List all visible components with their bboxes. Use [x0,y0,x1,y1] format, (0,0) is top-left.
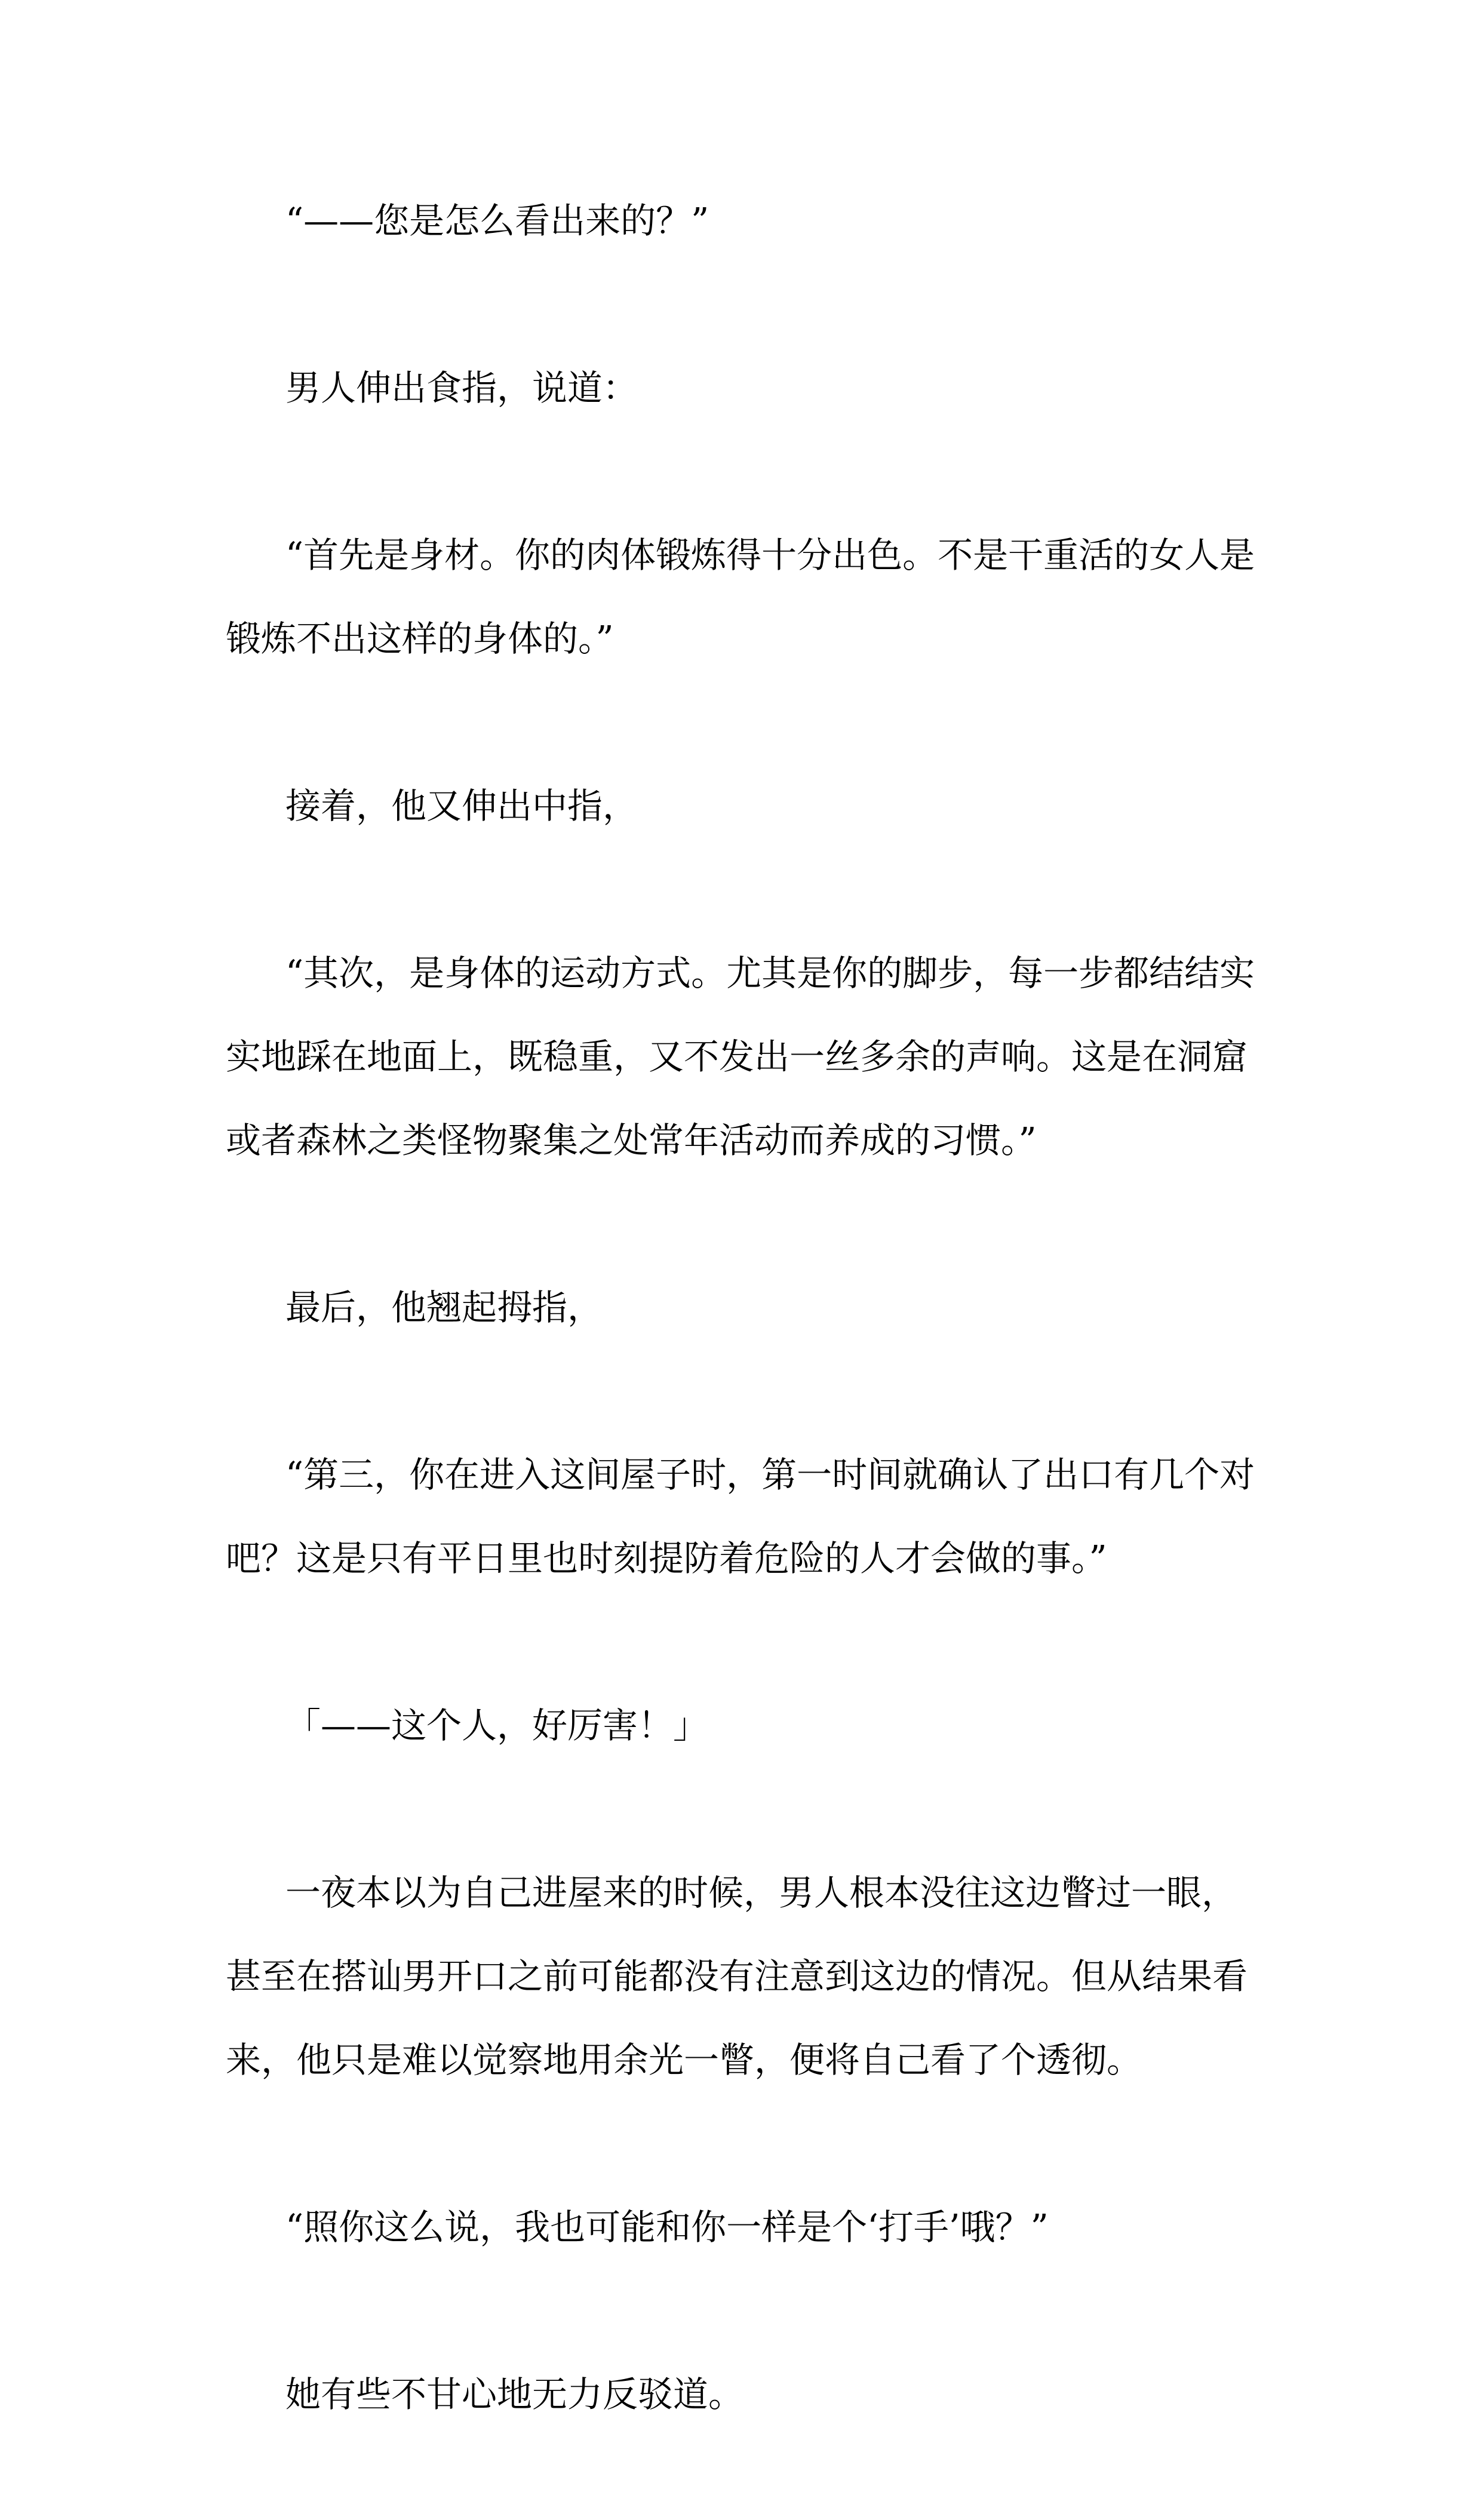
paragraph-5: “其次，是身体的运动方式。尤其是你的脚步，每一步都结结实实地踩在地面上，既稳重，又不发出一丝多余的声响。这是在洞窟或者森林之类怪物聚集之处常年活动而养成的习惯。” [226,952,1255,1161]
paragraph-1: “——您是怎么看出来的？” [285,200,709,241]
paragraph-11: 她有些不甘心地无力反驳道。 [285,2374,744,2415]
paragraph-8: 「——这个人，好厉害！」 [285,1705,709,1746]
paragraph-7: “第三，你在进入这间屋子时，第一时间就确认了出口有几个对吧？这是只有平日里也时刻提防着危险的人才会做的事。” [226,1454,1255,1579]
paragraph-2: 男人伸出食指，说道： [285,367,638,408]
paragraph-6: 最后，他翘起拇指， [285,1287,603,1328]
paragraph-4: 接着，他又伸出中指， [285,785,638,826]
body-text [226,179,1256,2520]
paragraph-3: “首先是身材。你的肉体锻炼得十分出色。不是干重活的女人是锻炼不出这样的身体的。” [226,534,1255,659]
paragraph-10: “照你这么说，我也可能和你一样是个‘打手’哦？” [285,2206,1049,2248]
paragraph-9: 一夜本以为自己进屋来的时候，男人根本没往这边瞥过一眼，甚至在搭讪男开口之前可能都没有注意到这边的情况。但从结果看来，他只是难以觉察地用余光一瞥，便将自己看了个透彻。 [226,1872,1248,2080]
